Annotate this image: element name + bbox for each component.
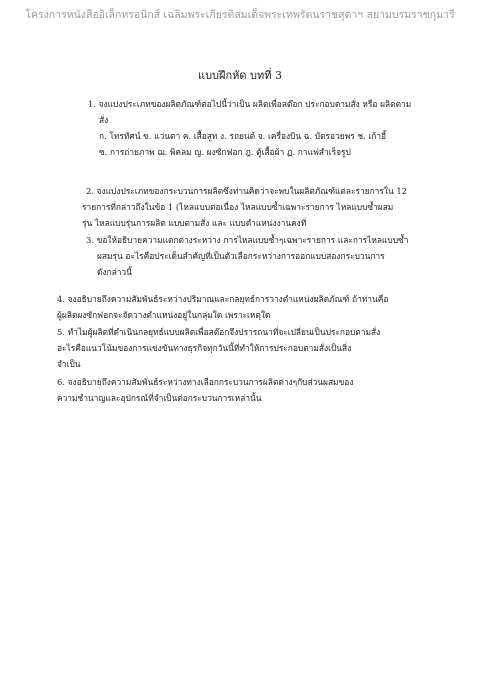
exercise-item-3-line-3: ดังกล่าวนี้ (97, 267, 132, 277)
exercise-item-4-line-2: ผู้ผลิตผงซักฟอกจะจัดวางตำแหน่งอยู่ในกลุ่มใด เพราะเหตุใด (57, 310, 271, 320)
exercise-item-5-line-2: อะไรคือแนวโน้มของการแข่งขันทางธุรกิจทุกวันนี้ที่ทำให้การประกอบตามสั่งเป็นสิ่ง (57, 343, 352, 353)
exercise-item-6-line-2: ความชำนาญและอุปกรณ์ที่จำเป็นต่อกระบวนการเหล่านั้น (57, 393, 262, 403)
page-title: แบบฝึกหัด บทที่ 3 (197, 69, 283, 82)
exercise-item-2 (82, 183, 408, 231)
exercise-item-3-line-1: 3. ขอให้อธิบายความแตกต่างระหว่าง การไหลแบบซ้ำๆเฉพาะรายการ และการไหลแบบซ้ำ (86, 235, 409, 245)
exercise-item-5-line-1: 5. ทำไมผู้ผลิตที่ดำเนินกลยุทธ์แบบผลิตเพื่อสต๊อกจึงปรารถนาที่จะเปลี่ยนเป็นประกอบตามสั่ง (57, 327, 381, 337)
page-header: โครงการหนังสืออิเล็กทรอนิกส์ เฉลิมพระเกียรติสมเด็จพระเทพรัตนราชสุดาฯ สยามบรมราชกุมารี (25, 9, 455, 21)
exercise-item-1-line-3: ก. โทรทัศน์ ข. แว่นตา ค. เสื้อสูท ง. รถยนต์ จ. เครื่องบิน ฉ. บัตรอวยพร ช. เก้าอี้ (99, 131, 387, 141)
exercise-item-2-line-1: 2. จงแบ่งประเภทของกระบวนการผลิตซึ่งท่านคิดว่าจะพบในผลิตภัณฑ์แต่ละรายการใน 12 (86, 186, 408, 196)
exercise-item-6-line-1: 6. จงอธิบายถึงความสัมพันธ์ระหว่างทางเลือกกระบวนการผลิตต่างๆกับส่วนผสมของ (57, 377, 354, 387)
exercise-item-5-line-3: จำเป็น (57, 359, 81, 369)
exercise-item-1-line-2: สั่ง (99, 115, 109, 125)
exercise-item-4-line-1: 4. จงอธิบายถึงความสัมพันธ์ระหว่างปริมาณและกลยุทธ์การวางตำแหน่งผลิตภัณฑ์ ถ้าท่านคือ (57, 294, 389, 304)
exercise-item-1-line-4: ซ. การถ่ายภาพ ฌ. พิคลม ญ. ผงซักฟอก ฎ. ตู้เสื้อผ้า ฏ. กาแฟสำเร็จรูป (99, 147, 351, 157)
exercise-item-6 (57, 374, 353, 406)
exercise-item-1-line-1: 1. จงแบ่งประเภทของผลิตภัณฑ์ต่อไปนี้ว่าเป็น ผลิตเพื่อสต๊อก ประกอบตามสั่ง หรือ ผลิตตาม (88, 99, 412, 109)
exercise-item-3 (86, 232, 408, 280)
exercise-item-1 (88, 96, 412, 160)
exercise-item-4 (57, 291, 388, 323)
exercise-item-2-line-2: รายการที่กล่าวถึงในข้อ 1 (ไหลแบบต่อเนื่อง ไหลแบบซ้ำเฉพาะรายการ ไหลแบบซ้ำผสม (82, 202, 394, 212)
exercise-item-3-line-2: ผสมรุ่น อะไรคือประเด็นสำคัญที่เป็นตัวเลือกระหว่างการออกแบบสองกระบวนการ (97, 251, 385, 261)
exercise-item-2-line-3: รุ่น ไหลแบบรุ่นการผลิต แบบตามสั่ง และ แบบตำแหน่งงานคงที่ (82, 218, 307, 228)
exercise-item-5 (57, 324, 380, 372)
